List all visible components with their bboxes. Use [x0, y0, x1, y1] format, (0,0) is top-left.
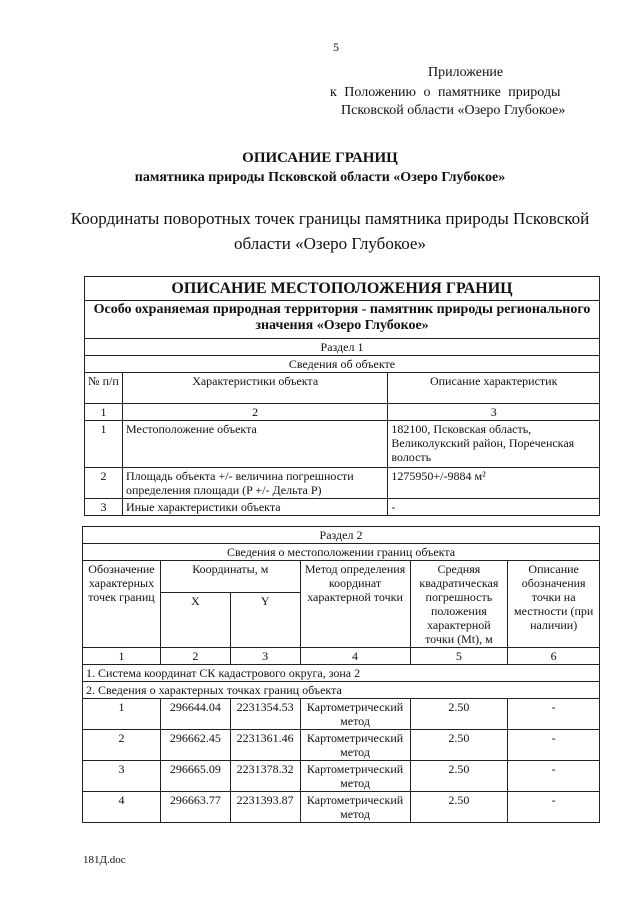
- table-row: [83, 792, 600, 823]
- header-characteristic: Характеристики объекта: [122, 373, 387, 404]
- row-description: -: [388, 499, 600, 516]
- table2-colnum-row: [83, 648, 600, 665]
- col-number: 3: [230, 648, 300, 665]
- row-characteristic: Местоположение объекта: [122, 421, 387, 468]
- point-number: 2: [83, 730, 161, 761]
- row-description: 1275950+/-9884 м²: [388, 468, 600, 499]
- point-error: 2.50: [410, 699, 508, 730]
- table1-header-row: [85, 373, 600, 404]
- point-error: 2.50: [410, 761, 508, 792]
- table-row: [85, 499, 600, 516]
- row-characteristic: Иные характеристики объекта: [122, 499, 387, 516]
- row-num: 1: [85, 421, 123, 468]
- header-coordinates: Координаты, м: [160, 561, 300, 593]
- table2-section-title: Сведения о местоположении границ объекта: [83, 544, 600, 561]
- point-error: 2.50: [410, 792, 508, 823]
- point-number: 3: [83, 761, 161, 792]
- table-row: [85, 468, 600, 499]
- header-error: Средняя квадратическая погрешность положения характерной точки (Mt), м: [410, 561, 508, 648]
- table-row: [83, 730, 600, 761]
- col-number: 2: [160, 648, 230, 665]
- appendix-line-2: к Положению о памятнике природы: [330, 85, 561, 100]
- table1-colnum-row: [85, 404, 600, 421]
- boundary-points-table: [82, 526, 600, 823]
- point-y: 2231393.87: [230, 792, 300, 823]
- coordinates-heading: Координаты поворотных точек границы памятника природы Псковской области «Озеро Глубокое»: [70, 209, 590, 253]
- point-y: 2231354.53: [230, 699, 300, 730]
- table-row: [85, 421, 600, 468]
- table1-section-title: Сведения об объекте: [85, 356, 600, 373]
- col-number: 4: [300, 648, 410, 665]
- header-designation: Обозначение характерных точек границ: [83, 561, 161, 648]
- point-number: 1: [83, 699, 161, 730]
- header-method: Метод определения координат характерной точки: [300, 561, 410, 648]
- coordinate-system-row: 1. Система координат СК кадастрового округа, зона 2: [83, 665, 600, 682]
- points-info-row: 2. Сведения о характерных точках границ объекта: [83, 682, 600, 699]
- point-description: -: [508, 792, 600, 823]
- table2-section: Раздел 2: [83, 527, 600, 544]
- point-method: Картометрический метод: [300, 761, 410, 792]
- col-number: 3: [388, 404, 600, 421]
- point-y: 2231378.32: [230, 761, 300, 792]
- row-description: 182100, Псковская область, Великолукский район, Пореченская волость: [388, 421, 600, 468]
- point-x: 296663.77: [160, 792, 230, 823]
- header-description: Описание характеристик: [388, 373, 600, 404]
- point-error: 2.50: [410, 730, 508, 761]
- header-num: № п/п: [85, 373, 123, 404]
- point-description: -: [508, 730, 600, 761]
- point-x: 296644.04: [160, 699, 230, 730]
- row-num: 2: [85, 468, 123, 499]
- appendix-line-1: Приложение: [428, 65, 504, 80]
- col-number: 2: [122, 404, 387, 421]
- page-number: 5: [333, 40, 339, 54]
- row-num: 3: [85, 499, 123, 516]
- point-number: 4: [83, 792, 161, 823]
- table-row: [83, 699, 600, 730]
- point-method: Картометрический метод: [300, 699, 410, 730]
- header-x: X: [160, 593, 230, 648]
- point-method: Картометрический метод: [300, 730, 410, 761]
- table2-header-row: [83, 561, 600, 593]
- point-description: -: [508, 761, 600, 792]
- col-number: 1: [83, 648, 161, 665]
- col-number: 5: [410, 648, 508, 665]
- table1-section: Раздел 1: [85, 339, 600, 356]
- header-y: Y: [230, 593, 300, 648]
- point-x: 296662.45: [160, 730, 230, 761]
- table1-subtitle: Особо охраняемая природная территория - памятник природы регионального значения «Озеро Глубокое»: [85, 301, 600, 339]
- document-subtitle: памятника природы Псковской области «Озеро Глубокое»: [134, 170, 506, 185]
- footer-filename: 181Д.doc: [83, 854, 126, 866]
- col-number: 1: [85, 404, 123, 421]
- point-x: 296665.09: [160, 761, 230, 792]
- point-method: Картометрический метод: [300, 792, 410, 823]
- header-point-description: Описание обозначения точки на местности (при наличии): [508, 561, 600, 648]
- col-number: 6: [508, 648, 600, 665]
- table1-title: ОПИСАНИЕ МЕСТОПОЛОЖЕНИЯ ГРАНИЦ: [85, 277, 600, 301]
- point-description: -: [508, 699, 600, 730]
- row-characteristic: Площадь объекта +/- величина погрешности определения площади (P +/- Дельта P): [122, 468, 387, 499]
- table-row: [83, 761, 600, 792]
- document-title: ОПИСАНИЕ ГРАНИЦ: [242, 150, 398, 166]
- appendix-line-3: Псковской области «Озеро Глубокое»: [341, 103, 566, 118]
- point-y: 2231361.46: [230, 730, 300, 761]
- object-info-table: [84, 276, 600, 516]
